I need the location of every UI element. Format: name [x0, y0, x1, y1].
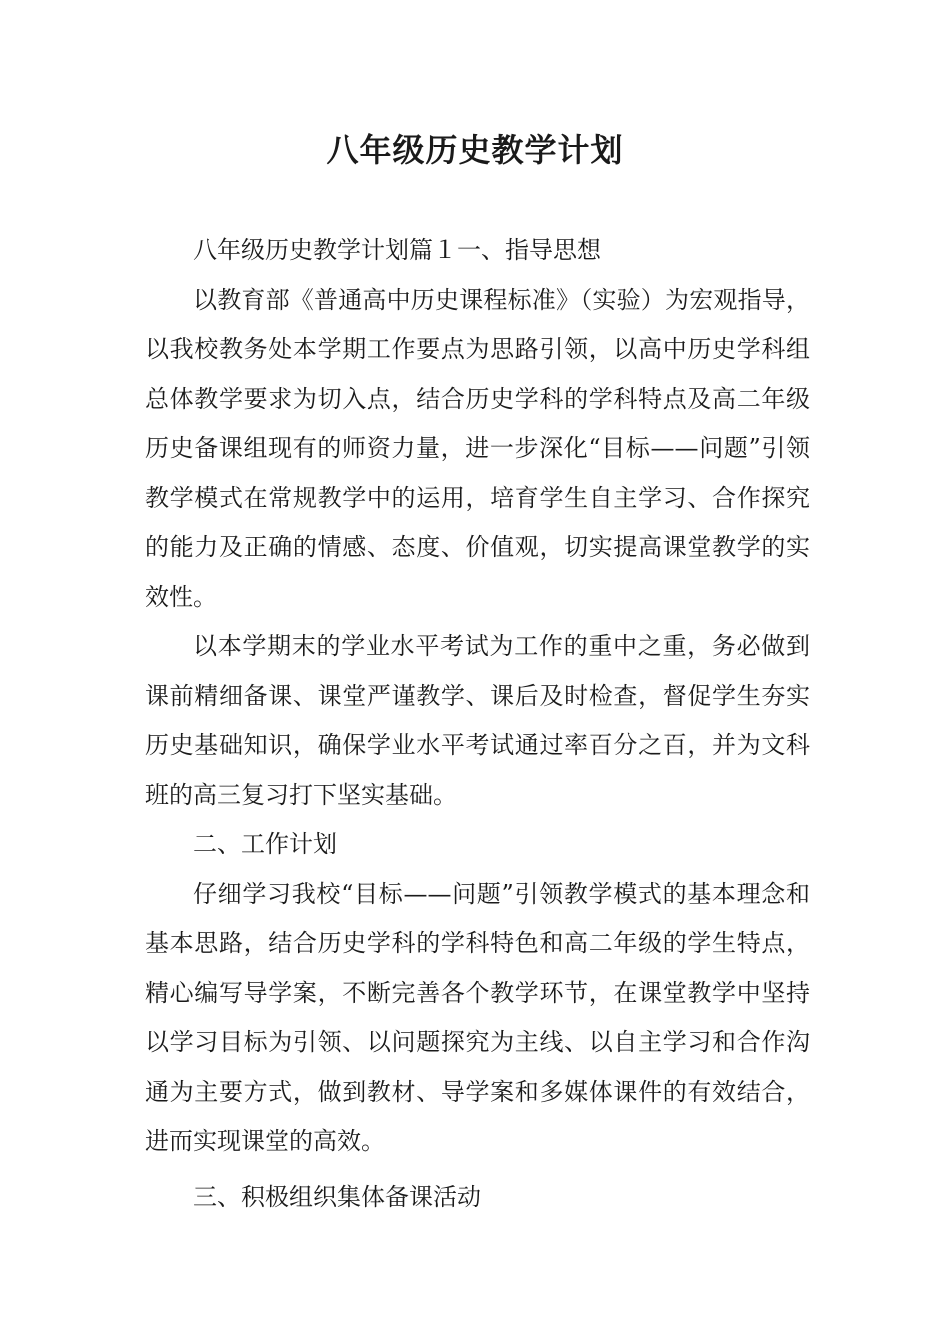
section-heading-lesson-prep: 三、积极组织集体备课活动	[193, 1182, 481, 1211]
section-heading-work-plan: 二、工作计划	[193, 830, 337, 858]
paragraph-guiding-ideology: 以教育部《普通高中历史课程标准》（实验）为宏观指导，以我校教务处本学期工作要点为思路引领，以高中历史学科组总体教学要求为切入点，结合历史学科的学科特点及高二年级历史备课组现有的师资力量，进一步深化“目标——问题”引领教学模式在常规教学中的运用，培育学生自主学习、合作探究的能力及正确的情感、态度、价值观，切实提高课堂教学的实效性。	[145, 285, 810, 611]
paragraph-exam-goal: 以本学期末的学业水平考试为工作的重中之重，务必做到课前精细备课、课堂严谨教学、课后及时检查，督促学生夯实历史基础知识，确保学业水平考试通过率百分之百，并为文科班的高三复习打下坚实基础。	[145, 632, 810, 809]
paragraph-intro-heading: 八年级历史教学计划篇１一、指导思想	[193, 236, 601, 264]
document-title: 八年级历史教学计划	[326, 131, 624, 169]
paragraph-work-plan: 仔细学习我校“目标——问题”引领教学模式的基本理念和基本思路，结合历史学科的学科特色和高二年级的学生特点，精心编写导学案，不断完善各个教学环节，在课堂教学中坚持以学习目标为引领、以问题探究为主线、以自主学习和合作沟通为主要方式，做到教材、导学案和多媒体课件的有效结合，进而实现课堂的高效。	[145, 879, 810, 1155]
document-body	[145, 226, 810, 1222]
